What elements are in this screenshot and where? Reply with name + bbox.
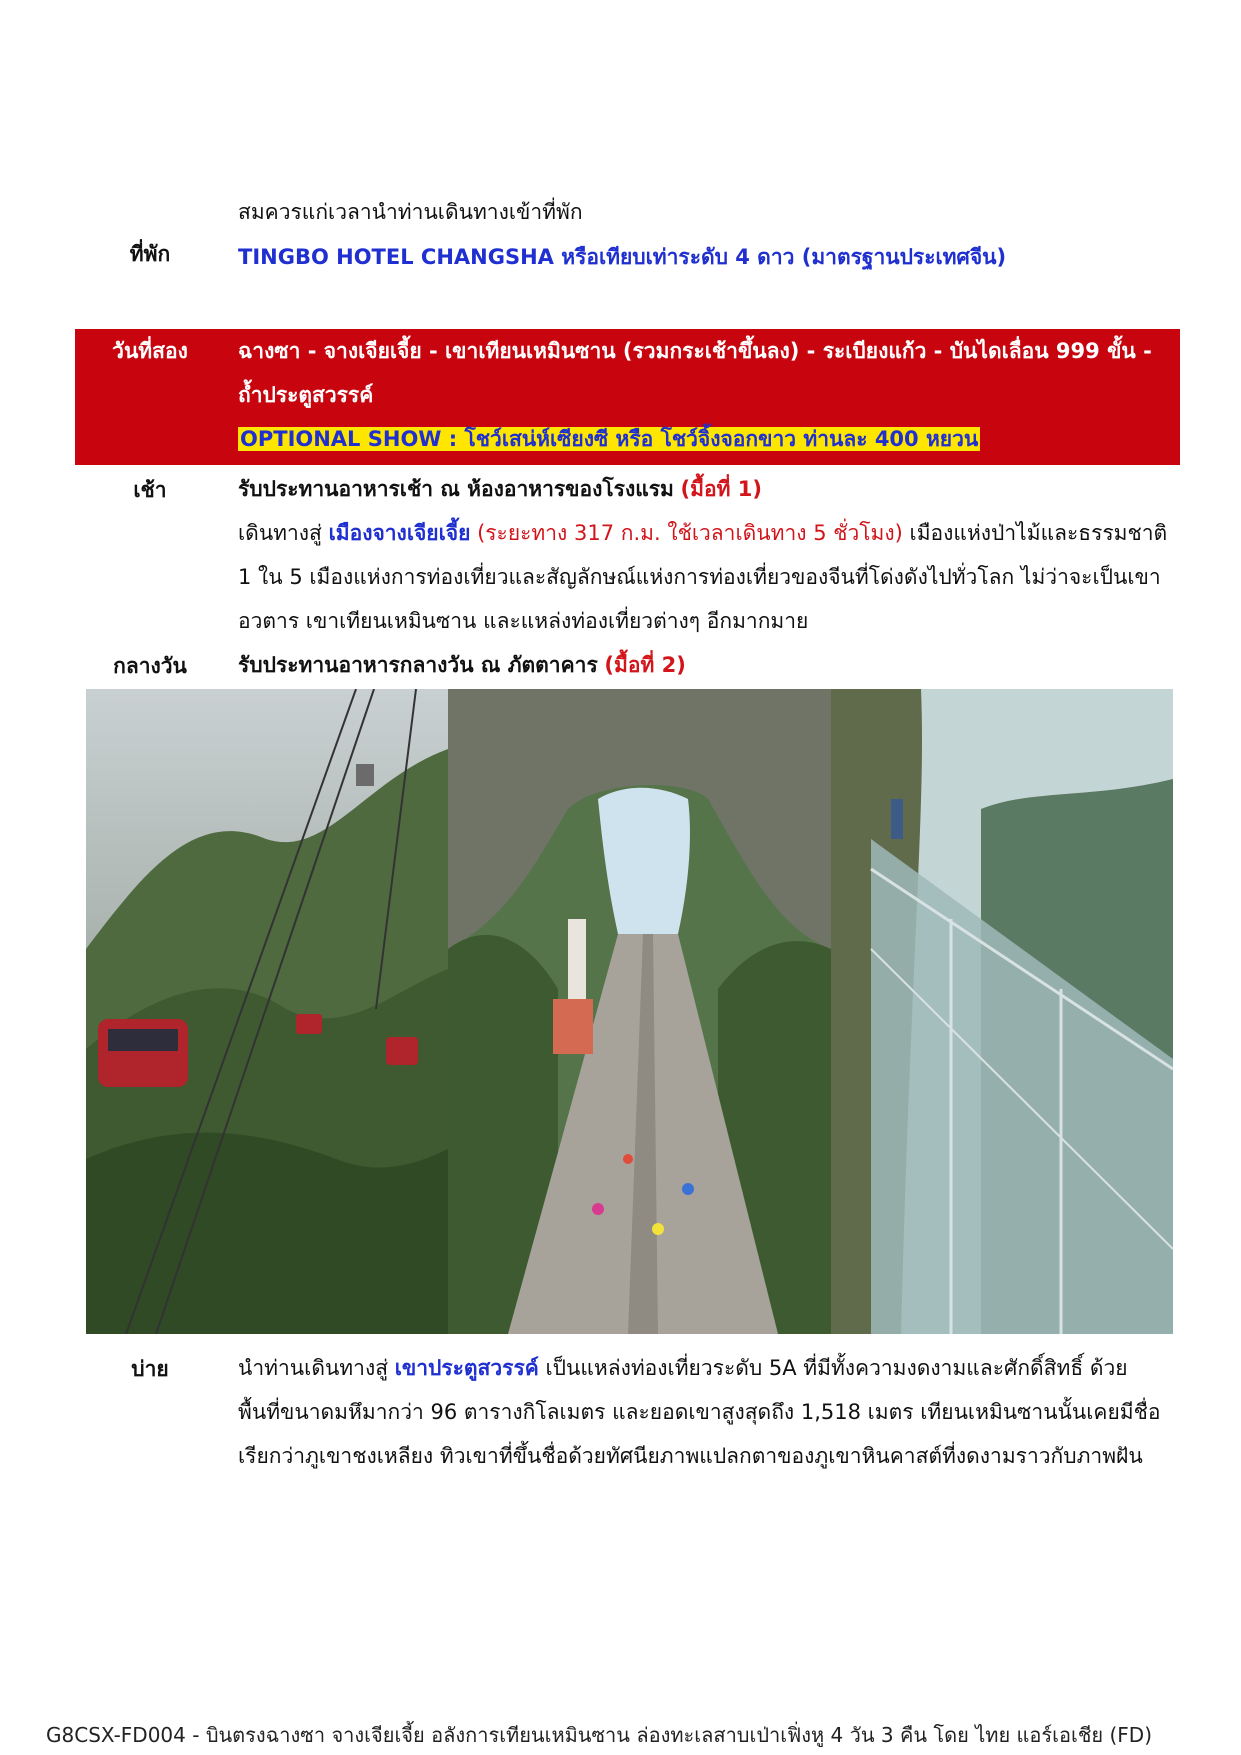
hotel-text: TINGBO HOTEL CHANGSHA หรือเทียบเท่าระดับ 4 ดาว (มาตรฐานประเทศจีน) xyxy=(238,245,1007,269)
city-desc-3: อวตาร เขาเทียนเหมินซาน และแหล่งท่องเที่ยวต่างๆ อีกมากมาย xyxy=(238,609,809,633)
breakfast-text: รับประทานอาหารเช้า ณ ห้องอาหารของโรงแรม xyxy=(238,477,674,501)
footer-text: G8CSX-FD004 - บินตรงฉางซา จางเจียเจี้ย อลังการเทียนเหมินซาน ล่องทะเลสาบเป่าเฟิ่งหู 4 วัน 3 คืน โดย ไทย แอร์เอเชีย (FD) xyxy=(46,1723,1153,1747)
distance-text: (ระยะทาง 317 ก.ม. ใช้เวลาเดินทาง 5 ชั่วโมง) xyxy=(477,521,903,545)
photo-collage xyxy=(86,689,1173,1334)
heavens-gate-name: เขาประตูสวรรค์ xyxy=(394,1356,539,1380)
afternoon-line-3: เรียกว่าภูเขาชงเหลียง ทิวเขาที่ขึ้นชื่อด้วยทัศนียภาพแปลกตาของภูเขาหินคาสต์ที่งดงามราวกับภาพฝัน xyxy=(238,1444,1143,1468)
lunch-content xyxy=(238,643,1178,687)
city-desc-1: เมืองแห่งป่าไม้และธรรมชาติ xyxy=(909,521,1168,545)
lunch-label: กลางวัน xyxy=(113,654,187,678)
morning-content xyxy=(238,467,1178,643)
day-title-line-2: ถ้ำประตูสวรรค์ xyxy=(238,383,374,407)
day-title-line-1: ฉางซา - จางเจียเจี้ย - เขาเทียนเหมินซาน (รวมกระเช้าขึ้นลง) - ระเบียงแก้ว - บันไดเลื่อน 999 ขั้น - xyxy=(238,339,1152,363)
cable-car-photo xyxy=(86,689,448,1334)
travel-prefix: เดินทางสู่ xyxy=(238,521,322,545)
afternoon-prefix: นำท่านเดินทางสู่ xyxy=(238,1356,389,1380)
hotel-label: ที่พัก xyxy=(129,242,171,266)
morning-label: เช้า xyxy=(133,478,167,502)
day-label: วันที่สอง xyxy=(112,339,188,363)
afternoon-content xyxy=(238,1346,1178,1478)
afternoon-line-1: เป็นแหล่งท่องเที่ยวระดับ 5A ที่มีทั้งความงดงามและศักดิ์สิทธิ์ ด้วย xyxy=(545,1356,1128,1380)
intro-text: สมควรแก่เวลานำท่านเดินทางเข้าที่พัก xyxy=(238,200,583,224)
meal-number-2: (มื้อที่ 2) xyxy=(604,653,686,677)
day-title xyxy=(238,329,1178,461)
day-header xyxy=(75,329,1180,465)
glass-skywalk-photo xyxy=(831,689,1173,1334)
city-name: เมืองจางเจียเจี้ย xyxy=(328,521,471,545)
meal-number-1: (มื้อที่ 1) xyxy=(680,477,762,501)
city-desc-2: 1 ใน 5 เมืองแห่งการท่องเที่ยวและสัญลักษณ์แห่งการท่องเที่ยวของจีนที่โด่งดังไปทั่วโลก ไม่ว่าจะเป็นเขา xyxy=(238,565,1161,589)
heavens-gate-photo xyxy=(448,689,831,1334)
optional-show: OPTIONAL SHOW : โชว์เสน่ห์เซียงซี หรือ โชว์จิ้งจอกขาว ท่านละ 400 หยวน xyxy=(240,427,979,451)
afternoon-line-2: พื้นที่ขนาดมหึมากว่า 96 ตารางกิโลเมตร และยอดเขาสูงสุดถึง 1,518 เมตร เทียนเหมินซานนั้นเคยมีชื่อ xyxy=(238,1400,1161,1424)
afternoon-label: บ่าย xyxy=(131,1357,169,1381)
lunch-text: รับประทานอาหารกลางวัน ณ ภัตตาคาร xyxy=(238,653,598,677)
